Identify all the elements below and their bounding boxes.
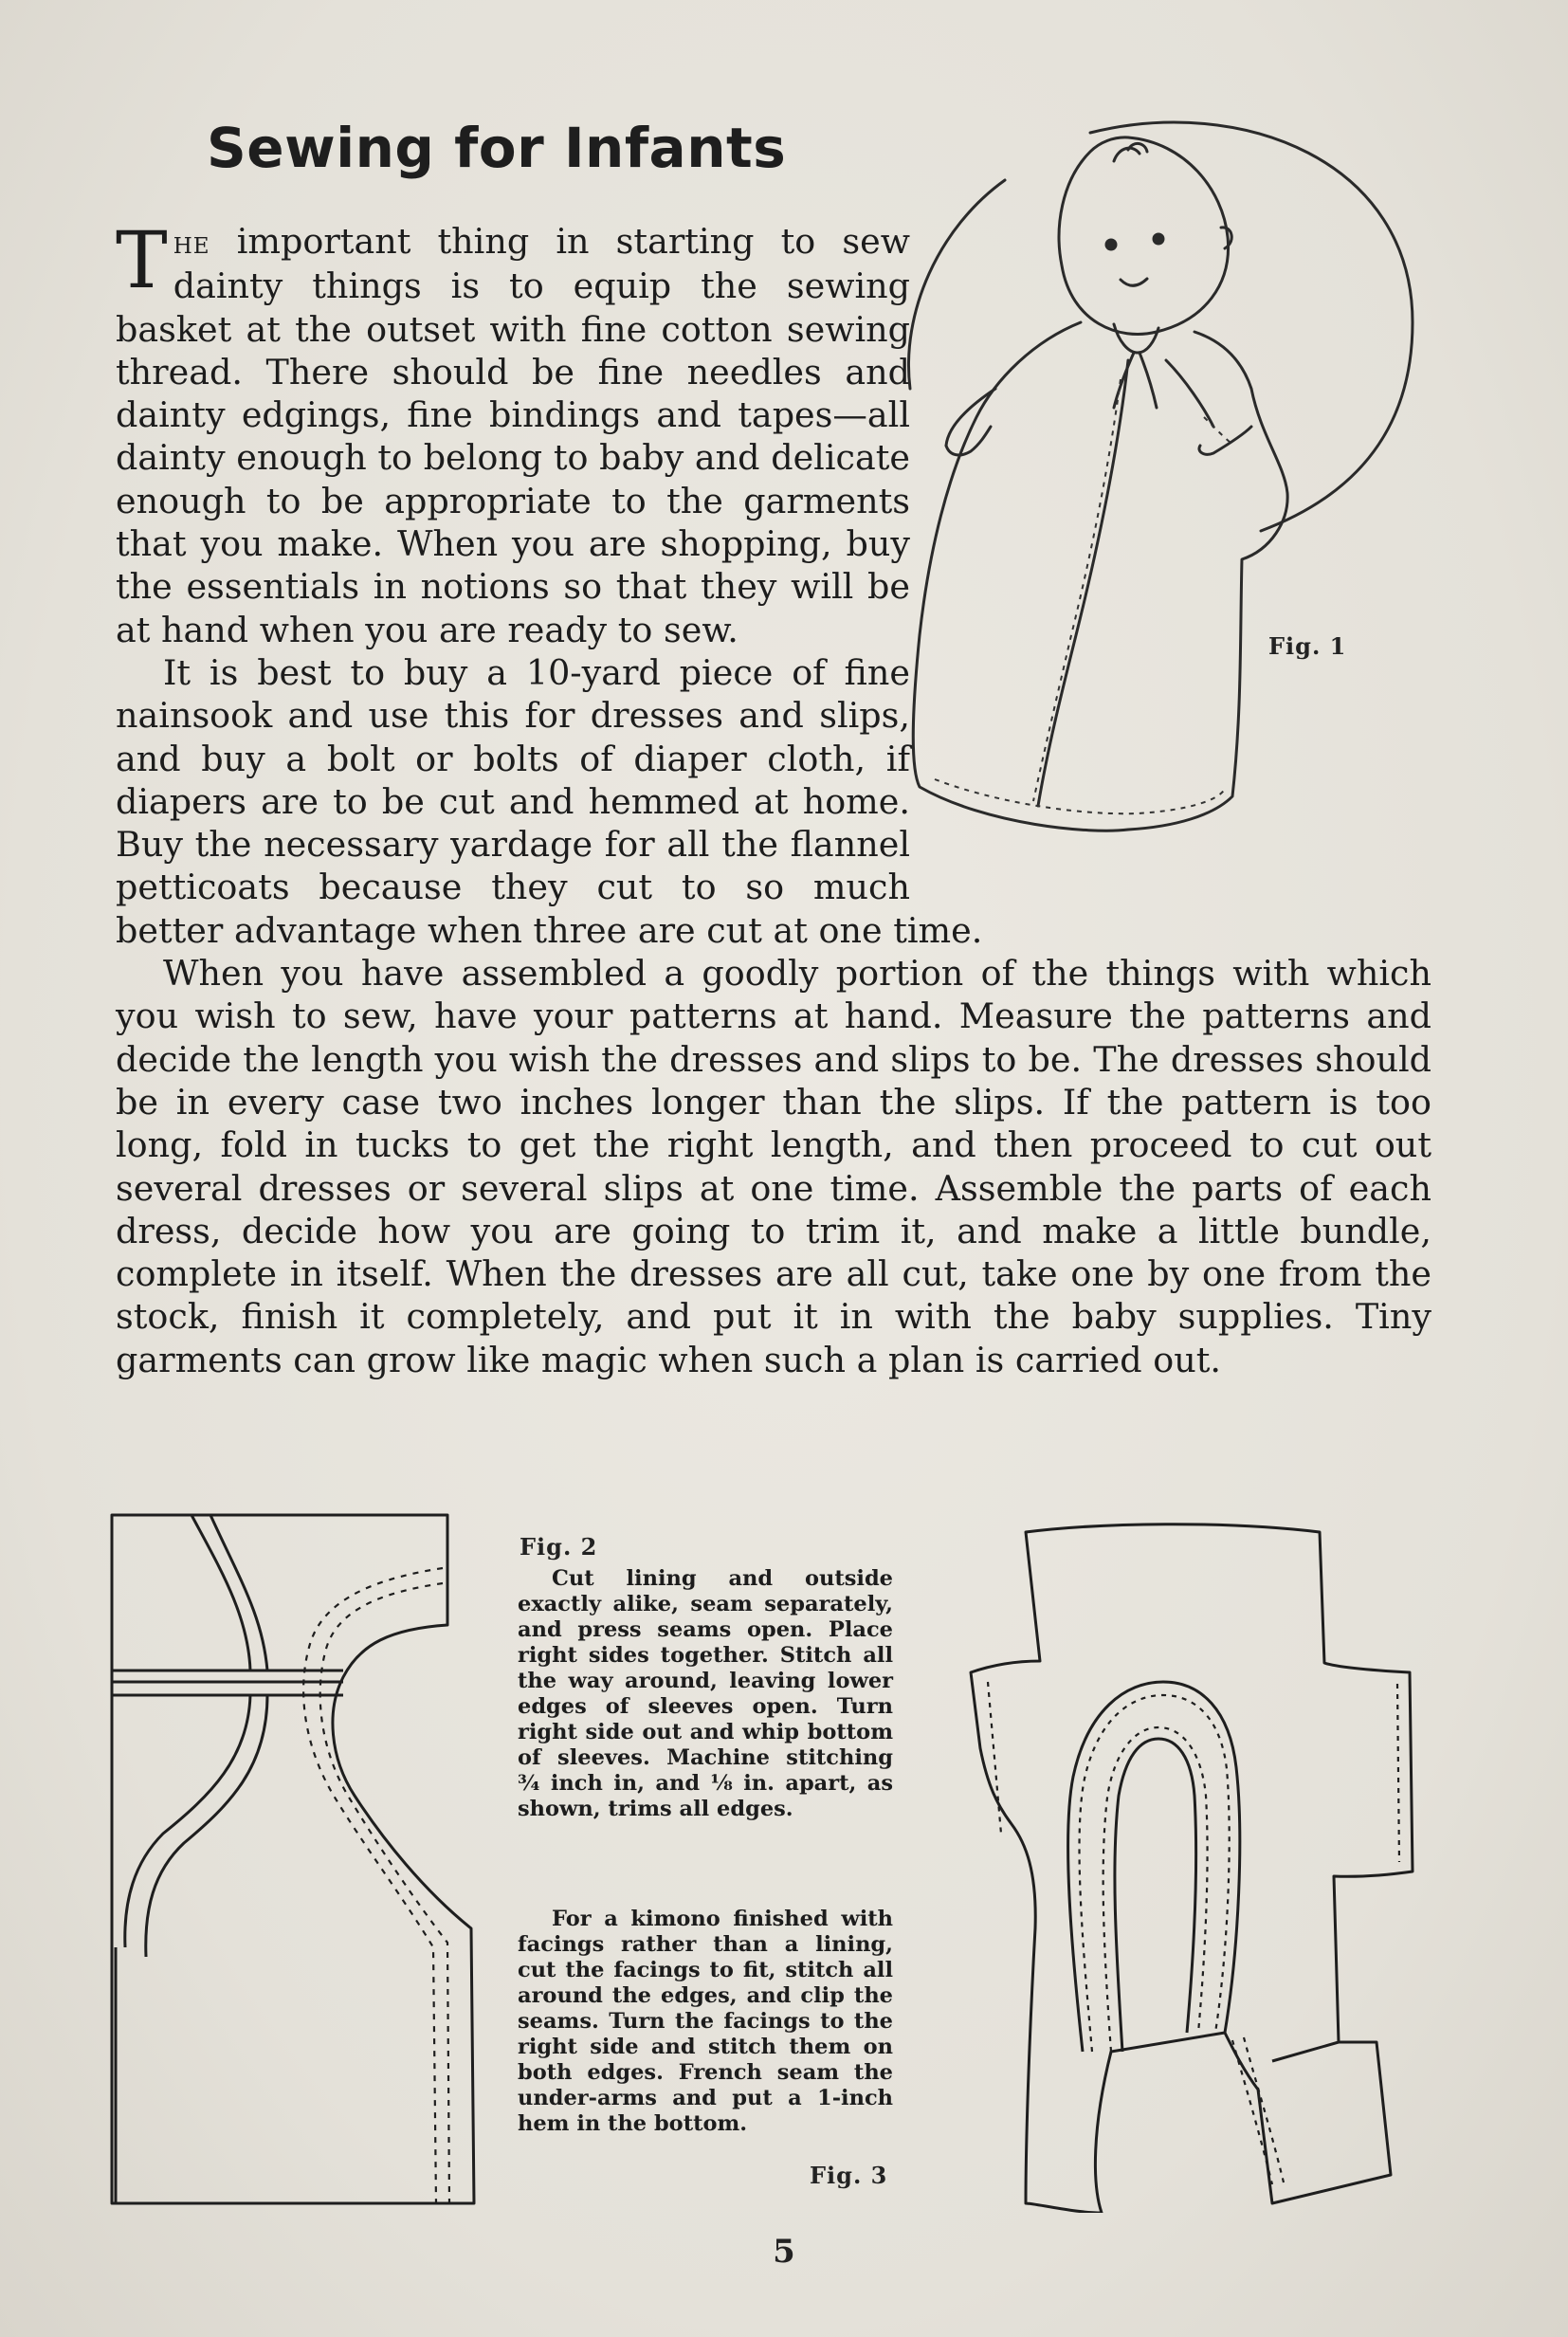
fig3-label: Fig. 3	[810, 2162, 888, 2189]
fig3-kimono-illustration	[959, 1521, 1424, 2213]
fig3-caption: For a kimono finished with facings rather than a lining, cut the facings to fit, stitch all around the edges, and clip the seams. Turn the facings to the right side and stitch them on both edges. French seam the under-arms and put a 1-inch hem in the bottom.	[518, 1907, 893, 2136]
drop-cap: T	[116, 216, 168, 306]
page-number: 5	[773, 2233, 795, 2271]
fig2-label: Fig. 2	[520, 1533, 598, 1561]
fig2-pattern-illustration	[106, 1511, 478, 2209]
fig1-baby-kimono-illustration	[844, 104, 1431, 853]
fig2-caption: Cut lining and outside exactly alike, seam separately, and press seams open. Place right sides together. Stitch all the way around, leaving lower edges of sleeves open. Turn right side out and whip bottom of sleeves. Machine stitching ¾ inch in, and ⅛ in. apart, as shown, trims all edges.	[518, 1566, 893, 1821]
paragraph-2: It is best to buy a 10-yard piece of fine nainsook and use this for dresses and slips, and buy a bolt or bolts of diaper cloth, if diapers are to be cut and hemmed at home. Buy the necessary yardage for all the flannel petticoats because they cut to so much better advantage when three are cut at one time.	[116, 651, 983, 951]
paragraph-3: When you have assembled a goodly portion of the things with which you wish to sew, have your patterns at hand. Measure the patterns and decide the length you wish the dresses and slips to be. The dresses should be in every case two inches longer than the slips. If the pattern is too long, fold in tucks to get the right length, and then proceed to cut out several dresses or several slips at one time. Assemble the parts of each dress, decide how you are going to trim it, and make a little bundle, complete in itself. When the dresses are all cut, take one by one from the stock, finish it completely, and put it in with the baby supplies. Tiny garments can grow like magic when such a plan is carried out.	[116, 953, 1431, 1380]
paragraph-1-text: important thing in starting to sew dainty things is to equip the sewing basket at the outset with fine cotton sewing thread. There should be fine needles and dainty edgings, fine bindings and tapes—all dainty enough to belong to baby and delicate enough to be appropriate to the garments that you make. When you are shopping, buy the essentials in notions so that they will be at hand when you are ready to sew.	[116, 221, 910, 650]
fig1-label: Fig. 1	[1268, 632, 1347, 660]
page-title: Sewing for Infants	[207, 116, 787, 180]
small-caps-lead: he	[173, 225, 210, 261]
